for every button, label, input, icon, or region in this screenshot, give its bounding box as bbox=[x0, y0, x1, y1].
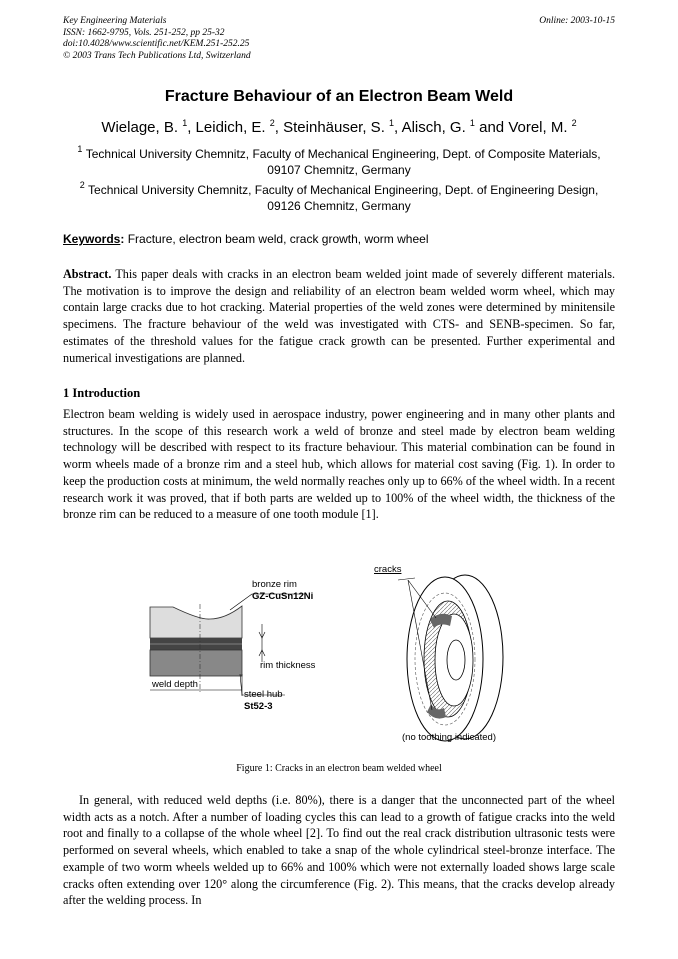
author-affil-mark: 1 bbox=[182, 118, 188, 128]
abstract-text: This paper deals with cracks in an electron beam welded joint made of severely different materials. The motivation is to improve the design and reliability of an electron beam welded worm wheel, which may contain large cracks due to hot cracking. Material properties of the weld zones were determined by minitensile specimens. The fracture behaviour of the weld was investigated with CTS- and SENB-specimen. So far, estimates of the threshold values for the fatigue crack growth can be presented. Further experimental and numerical investigations are planned. bbox=[63, 267, 615, 365]
intro-paragraph-2: In general, with reduced weld depths (i.e. 80%), there is a danger that the unconnected part of the wheel width acts as a notch. After a number of loading cycles this can lead to a growth of fatigue cracks into the weld root and finally to a collapse of the whole wheel [2]. To find out the real crack distribution ultrasonic tests were performed on several wheels, which enabled to take a snap of the whole cylindrical steel-bronze interface. The example of two worm wheels welded up to 66% and 100% which were not externally loaded shows large scale cracks often extending over 120° along the circumference (Fig. 2). This means, that the cracks develop already after the welding process. In bbox=[63, 793, 615, 908]
author-list: Wielage, B. $^1$, Leidich, E. $^2$, Steinhäuser, S. $^1$, Alisch, G. $^1$ and Vorel, M. $^2$ bbox=[101, 118, 577, 136]
author-affil-mark: 2 bbox=[571, 118, 577, 128]
journal-name: Key Engineering Materials bbox=[63, 16, 167, 26]
online-date: Online: 2003-10-15 bbox=[539, 16, 615, 26]
section-heading: 1 Introduction bbox=[63, 386, 141, 400]
author-affil-mark: 1 bbox=[389, 118, 395, 128]
worm-wheel-diagram bbox=[398, 575, 503, 741]
author: Steinhäuser, S. bbox=[283, 119, 385, 136]
author-affil-mark: 1 bbox=[469, 118, 475, 128]
abstract-label: Abstract. bbox=[63, 267, 112, 281]
label-bronze-rim: bronze rim bbox=[252, 579, 297, 590]
label-cracks: cracks bbox=[374, 564, 402, 575]
label-weld-depth: weld depth bbox=[152, 679, 198, 690]
affiliation-1: $^1$ Technical University Chemnitz, Faculty of Mechanical Engineering, Dept. of Composite Materials, 09107 Chemnitz, Germany bbox=[77, 144, 601, 177]
abstract bbox=[63, 266, 615, 366]
author: Vorel, M. bbox=[508, 119, 568, 136]
copyright: © 2003 Trans Tech Publications Ltd, Switzerland bbox=[63, 50, 251, 61]
label-steel-hub: steel hub bbox=[244, 689, 283, 700]
issn: ISSN: 1662-9795, Vols. 251-252, pp 25-32 bbox=[63, 27, 225, 38]
figure-1 bbox=[140, 562, 540, 752]
keywords-text: Fracture, electron beam weld, crack growth, worm wheel bbox=[127, 232, 429, 246]
label-no-toothing: (no toothing indicated) bbox=[402, 732, 497, 743]
journal-info bbox=[63, 16, 251, 62]
figure-1-caption: Figure 1: Cracks in an electron beam welded wheel bbox=[236, 763, 442, 774]
doi: doi:10.4028/www.scientific.net/KEM.251-252.25 bbox=[63, 39, 250, 49]
figure-1-drawing bbox=[140, 562, 540, 752]
author-affil-mark: 2 bbox=[269, 118, 275, 128]
keywords: Keywords: Fracture, electron beam weld, crack growth, worm wheel bbox=[63, 232, 429, 246]
label-rim-thickness: rim thickness bbox=[260, 660, 316, 671]
author: Wielage, B. bbox=[101, 119, 179, 136]
keywords-label: Keywords bbox=[63, 232, 121, 246]
intro-paragraph-1: Electron beam welding is widely used in aerospace industry, power engineering and in many other plants and structures. In the scope of this research work a weld of bronze and steel made by electron beam welding technology will be described with respect to its fracture behaviour. This material combination can be found in worm wheels made of a bronze rim and a steel hub, which allows for material cost saving (Fig. 1). In order to keep the production costs at minimum, the weld normally reaches only up to 66% of the wheel width. In a recent research work it was proved, that if both parts are welded up to 100% of the wheel width, the thickness of the bronze rim can be reduced to a measure of one tooth module [1]. bbox=[63, 407, 615, 522]
author: Alisch, G. bbox=[401, 119, 466, 136]
author: Leidich, E. bbox=[195, 119, 266, 136]
label-bronze-alloy: GZ-CuSn12Ni bbox=[252, 591, 314, 602]
affiliation-2: $^2$ Technical University Chemnitz, Faculty of Mechanical Engineering, Dept. of Engineering Design, 09126 Chemnitz, Germany bbox=[79, 180, 599, 213]
label-steel-grade: St52-3 bbox=[244, 701, 273, 712]
paper-title: Fracture Behaviour of an Electron Beam Weld bbox=[164, 88, 514, 105]
